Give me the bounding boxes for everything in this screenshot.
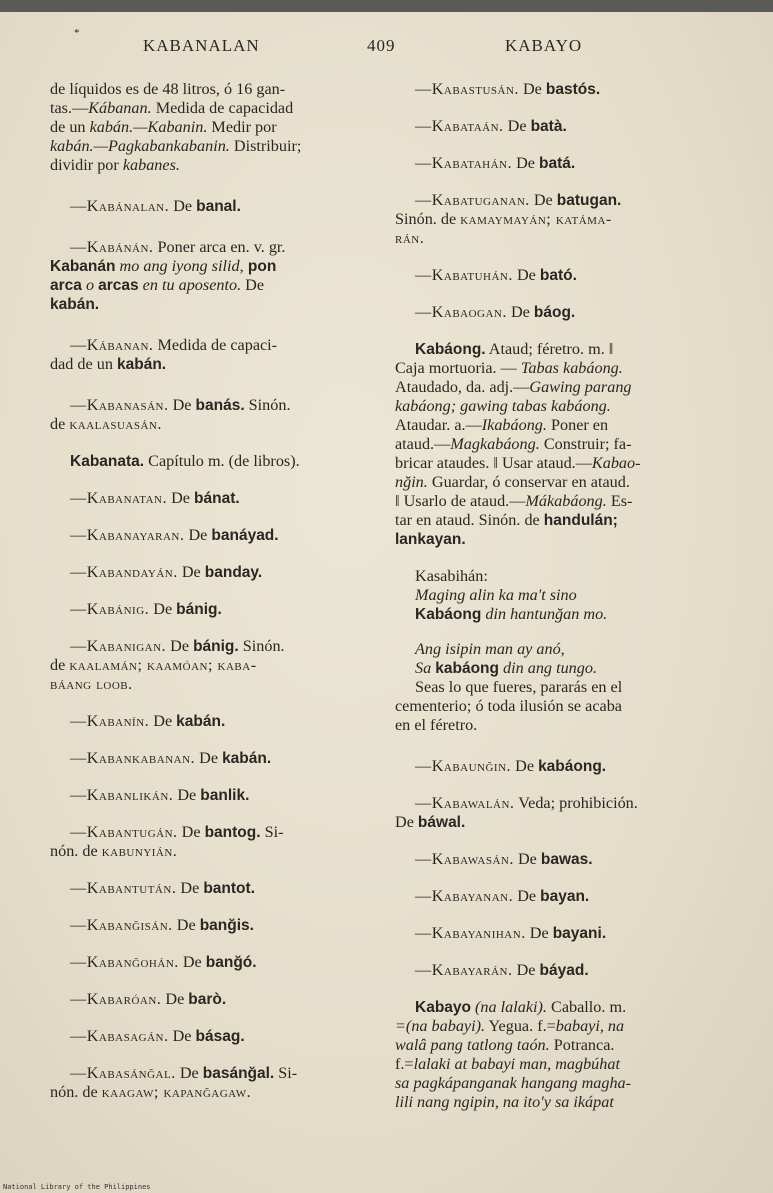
entry-kabastusan: —Kabastusán. De bastós. <box>415 80 601 98</box>
entry-kabanig: —Kabánig. De bánig. <box>70 600 222 618</box>
entry-kabanata: Kabanata. Capítulo m. (de libros). <box>70 452 300 470</box>
verse-line: Maging alin ka ma't sino <box>415 586 577 604</box>
scan-top-edge <box>0 0 773 12</box>
entry-kabanigan: —Kabanigan. De bánig. Sinón. de kaalamán; kaamóan; kaba- báang loob. <box>50 637 285 693</box>
verse-line: Sa kabáong din ang tungo. <box>415 659 597 677</box>
entry-kabanin: —Kabanín. De kabán. <box>70 712 226 730</box>
right-column <box>395 80 710 1130</box>
entry-kabayo: Kabayo (na lalaki). Caballo. m. =(na babayi). Yegua. f.=babayi, na walâ pang tatlong taón. Potranca. f.=lalaki at babayi man, magbúhat sa pagkápanganak hangang magha- lili nang ngipin, na ito'y sa ikápat <box>395 998 632 1111</box>
entry-kabanatan: —Kabanatan. De bánat. <box>70 489 240 507</box>
header-left-word: KABANALAN <box>143 36 260 55</box>
entry-kabayanan: —Kabayanan. De bayan. <box>415 887 590 905</box>
entry-kabankabanan: —Kabankabanan. De kabán. <box>70 749 272 767</box>
entry-kabayanihan: —Kabayanihan. De bayani. <box>415 924 607 942</box>
entry-kabasangal: —Kabasánğal. De basánğal. Si- nón. de kaagaw; kapanğagaw. <box>50 1064 298 1101</box>
library-watermark: National Library of the Philippines <box>3 1183 151 1191</box>
entry-kabasagan: —Kabasagán. De básag. <box>70 1027 245 1045</box>
page-number: 409 <box>367 36 396 55</box>
entry-kabangohan: —Kabanğohán. De banğó. <box>70 953 257 971</box>
entry-kabataan: —Kabataán. De batà. <box>415 117 567 135</box>
translation: Seas lo que fueres, pararás en el cementerio; ó toda ilusión se acaba en el féretro. <box>395 678 623 734</box>
entry-kabatahan: —Kabatahán. De batá. <box>415 154 576 172</box>
entry-kabawalan: —Kabawalán. Veda; prohibición. De báwal. <box>395 794 638 831</box>
running-header <box>0 27 773 60</box>
continued-entry: de líquidos es de 48 litros, ó 16 gan- tas.—Kábanan. Medida de capacidad de un kabán.—Kabanin. Medir por kabán.—Pagkabankabanin. Distribuir; dividir por kabanes. <box>50 80 302 174</box>
header-mark: * <box>74 27 81 39</box>
left-column <box>50 80 370 1120</box>
entry-kabantugan: —Kabantugán. De bantog. Si- nón. de kabunyián. <box>50 823 284 860</box>
entry-kabaungin: —Kabaunğin. De kabáong. <box>415 757 607 775</box>
entry-kabaong: Kabáong. Ataud; féretro. m. ‖ Caja mortuoria. — Tabas kabáong. Ataudado, da. adj.—Gawing parang kabáong; gawing tabas kabáong. Ataudar. a.—Ikabáong. Poner en ataud.—Magkabáong. Construir; fa- bricar ataudes. ‖ Usar ataud.—Kabao- nğin. Guardar, ó conservar en ataud. ‖ Usarlo de ataud.—Mákabáong. Es- tar en ataud. Sinón. de handulán; lankayan. <box>395 340 641 548</box>
proverb-block <box>395 567 710 735</box>
header-right-word: KABAYO <box>505 36 583 55</box>
entry-kabanasan: —Kabanasán. De banás. Sinón. de kaalasuasán. <box>50 396 291 433</box>
entry-kabawasan: —Kabawasán. De bawas. <box>415 850 593 868</box>
entry-kabanayaran: —Kabanayaran. De banáyad. <box>70 526 279 544</box>
entry-kabangisan: —Kabanğisán. De banğis. <box>70 916 254 934</box>
verse-line: Ang isipin man ay anó, <box>415 640 565 658</box>
entry-kabandayan: —Kabandayán. De banday. <box>70 563 263 581</box>
verse-line: Kabáong din hantunğan mo. <box>415 605 608 623</box>
proverb-label: Kasabihán: <box>415 567 488 585</box>
entry-kabanan-arca: —Kabánán. Poner arca en. v. gr. Kabanán mo ang iyong silid, pon arca o arcas en tu aposento. De kabán. <box>50 238 286 313</box>
entry-kabatuganan: —Kabatuganan. De batugan. Sinón. de kamaymayán; katáma- rán. <box>395 191 622 247</box>
entry-kabayaran: —Kabayarán. De báyad. <box>415 961 589 979</box>
entry-kabantutan: —Kabantután. De bantot. <box>70 879 255 897</box>
entry-kabanlikan: —Kabanlikán. De banlik. <box>70 786 250 804</box>
entry-kabanalan: —Kabánalan. De banal. <box>70 197 241 215</box>
entry-kabatuhan: —Kabatuhán. De bató. <box>415 266 577 284</box>
entry-kabaroan: —Kabaróan. De barò. <box>70 990 227 1008</box>
entry-kabanan-medida: —Kábanan. Medida de capaci- dad de un kabán. <box>50 336 278 373</box>
entry-kabaogan: —Kabaogan. De báog. <box>415 303 576 321</box>
